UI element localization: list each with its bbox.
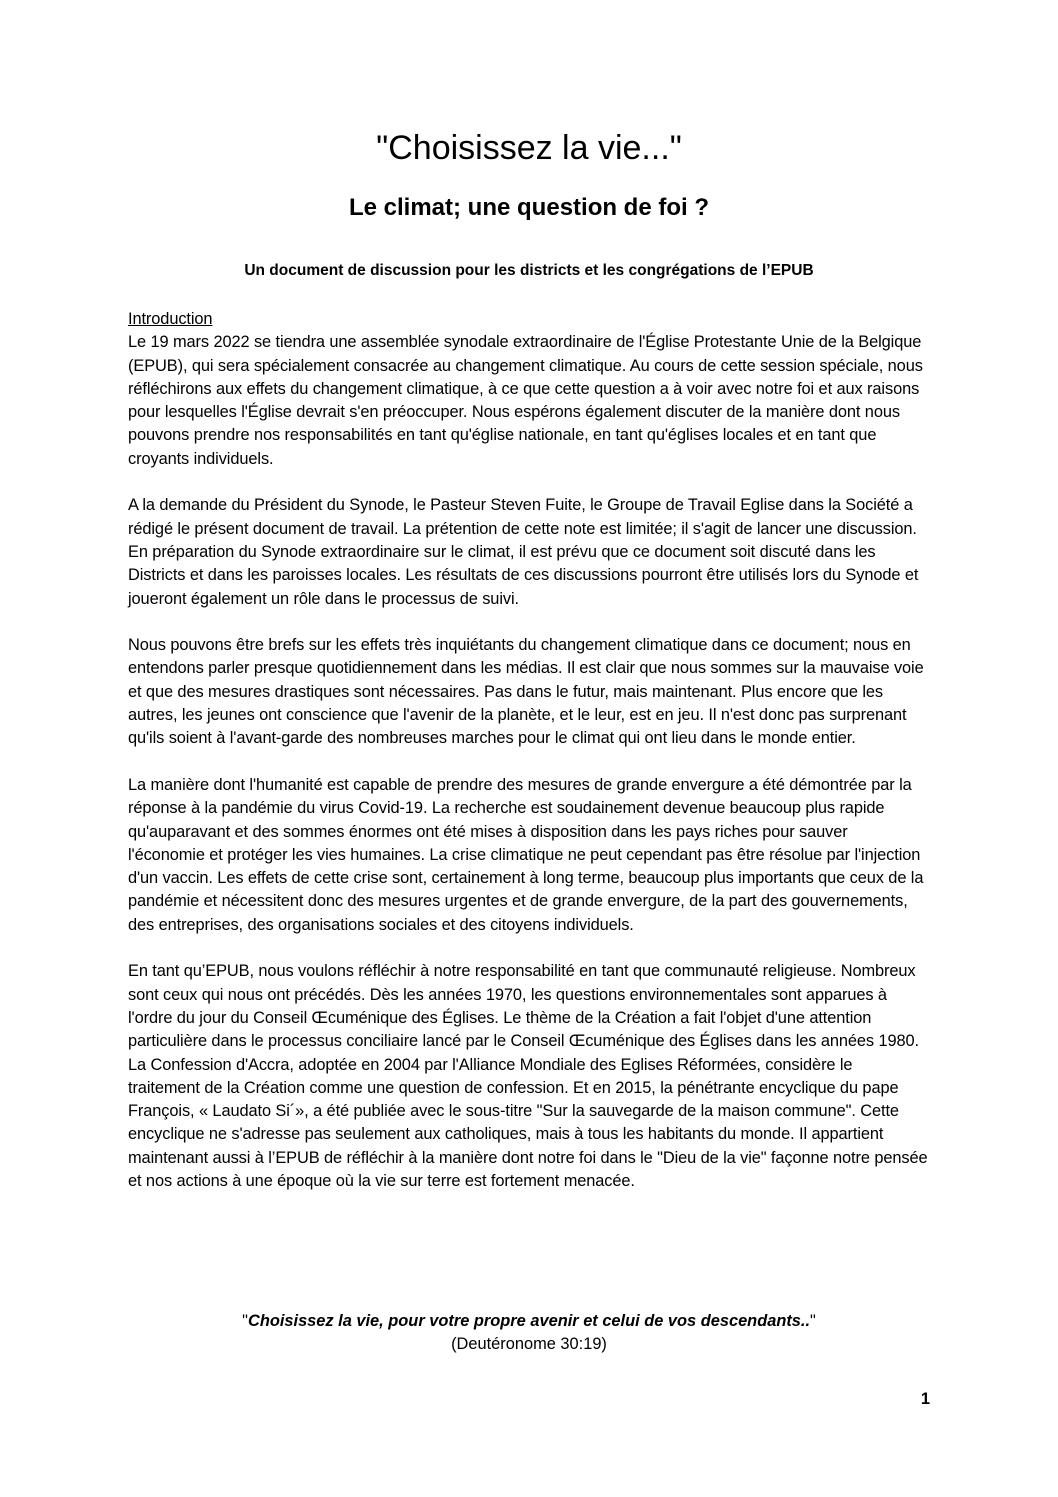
- section-heading-introduction: Introduction: [128, 310, 213, 328]
- paragraph-3: Nous pouvons être brefs sur les effets très inquiétants du changement climatique dans ce document; nous en entendons parler presque quotidiennement dans les médias. Il est clair que nous sommes sur la mauvaise voie et que des mesures drastiques sont nécessaires. Pas dans le futur, mais maintenant. Plus encore que les autres, les jeunes ont conscience que l'avenir de la planète, et le leur, est en jeu. Il n'est donc pas surprenant qu'ils soient à l'avant-garde des nombreuses marches pour le climat qui ont lieu dans le monde entier.: [128, 636, 924, 748]
- quote-reference: (Deutéronome 30:19): [451, 1335, 607, 1354]
- paragraph-5: En tant qu’EPUB, nous voulons réfléchir à notre responsabilité en tant que communauté religieuse. Nombreux sont ceux qui nous ont précédés. Dès les années 1970, les questions environnementales sont apparues à l'ordre du jour du Conseil Œcuménique des Églises. Le thème de la Création a fait l'objet d'une attention particulière dans le processus conciliaire lancé par le Conseil Œcuménique des Églises dans les années 1980. La Confession d'Accra, adoptée en 2004 par l'Alliance Mondiale des Eglises Réformées, considère le traitement de la Création comme une question de confession. Et en 2015, la pénétrante encyclique du pape François, « Laudato Si´», a été publiée avec le sous-titre "Sur la sauvegarde de la maison commune". Cette encyclique ne s'adresse pas seulement aux catholiques, mais à tous les habitants du monde. Il appartient maintenant aussi à l’EPUB de réfléchir à la manière dont notre foi dans le "Dieu de la vie" façonne notre pensée et nos actions à une époque où la vie sur terre est fortement menacée.: [128, 962, 928, 1190]
- scripture-quote: [0, 1310, 1058, 1357]
- quote-open-mark: ": [242, 1312, 248, 1330]
- document-body: [128, 308, 928, 1217]
- quote-close-mark: ": [810, 1312, 816, 1330]
- document-subtitle: Le climat; une question de foi ?: [348, 194, 710, 221]
- document-description: Un document de discussion pour les districts et les congrégations de l’EPUB: [244, 262, 814, 279]
- page-number: 1: [920, 1390, 930, 1408]
- quote-ellipsis: ..: [800, 1312, 811, 1330]
- paragraph-2: A la demande du Président du Synode, le Pasteur Steven Fuite, le Groupe de Travail Eglise dans la Société a rédigé le présent document de travail. La prétention de cette note est limitée; il s'agit de lancer une discussion. En préparation du Synode extraordinaire sur le climat, il est prévu que ce document soit discuté dans les Districts et dans les paroisses locales. Les résultats de ces discussions pourront être utilisés lors du Synode et joueront également un rôle dans le processus de suivi.: [128, 496, 919, 608]
- quote-text: Choisissez la vie, pour votre propre avenir et celui de vos descendants: [247, 1312, 801, 1330]
- paragraph-1: Le 19 mars 2022 se tiendra une assemblée synodale extraordinaire de l'Église Protestante Unie de la Belgique (EPUB), qui sera spécialement consacrée au changement climatique. Au cours de cette session spéciale, nous réfléchirons aux effets du changement climatique, à ce que cette question a à voir avec notre foi et aux raisons pour lesquelles l'Église devrait s'en préoccuper. Nous espérons également discuter de la manière dont nous pouvons prendre nos responsabilités en tant qu'église nationale, en tant qu'églises locales et en tant que croyants individuels.: [128, 333, 923, 468]
- paragraph-4: La manière dont l'humanité est capable de prendre des mesures de grande envergure a été démontrée par la réponse à la pandémie du virus Covid-19. La recherche est soudainement devenue beaucoup plus rapide qu'auparavant et des sommes énormes ont été mises à disposition dans les pays riches pour sauver l'économie et protéger les vies humaines. La crise climatique ne peut cependant pas être résolue par l'injection d'un vaccin. Les effets de cette crise sont, certainement à long terme, beaucoup plus importants que ceux de la pandémie et nécessitent donc des mesures urgentes et de grande envergure, de la part des gouvernements, des entreprises, des organisations sociales et des citoyens individuels.: [128, 775, 924, 934]
- quote-line: [0, 1310, 1058, 1333]
- document-title: "Choisissez la vie...": [376, 129, 682, 167]
